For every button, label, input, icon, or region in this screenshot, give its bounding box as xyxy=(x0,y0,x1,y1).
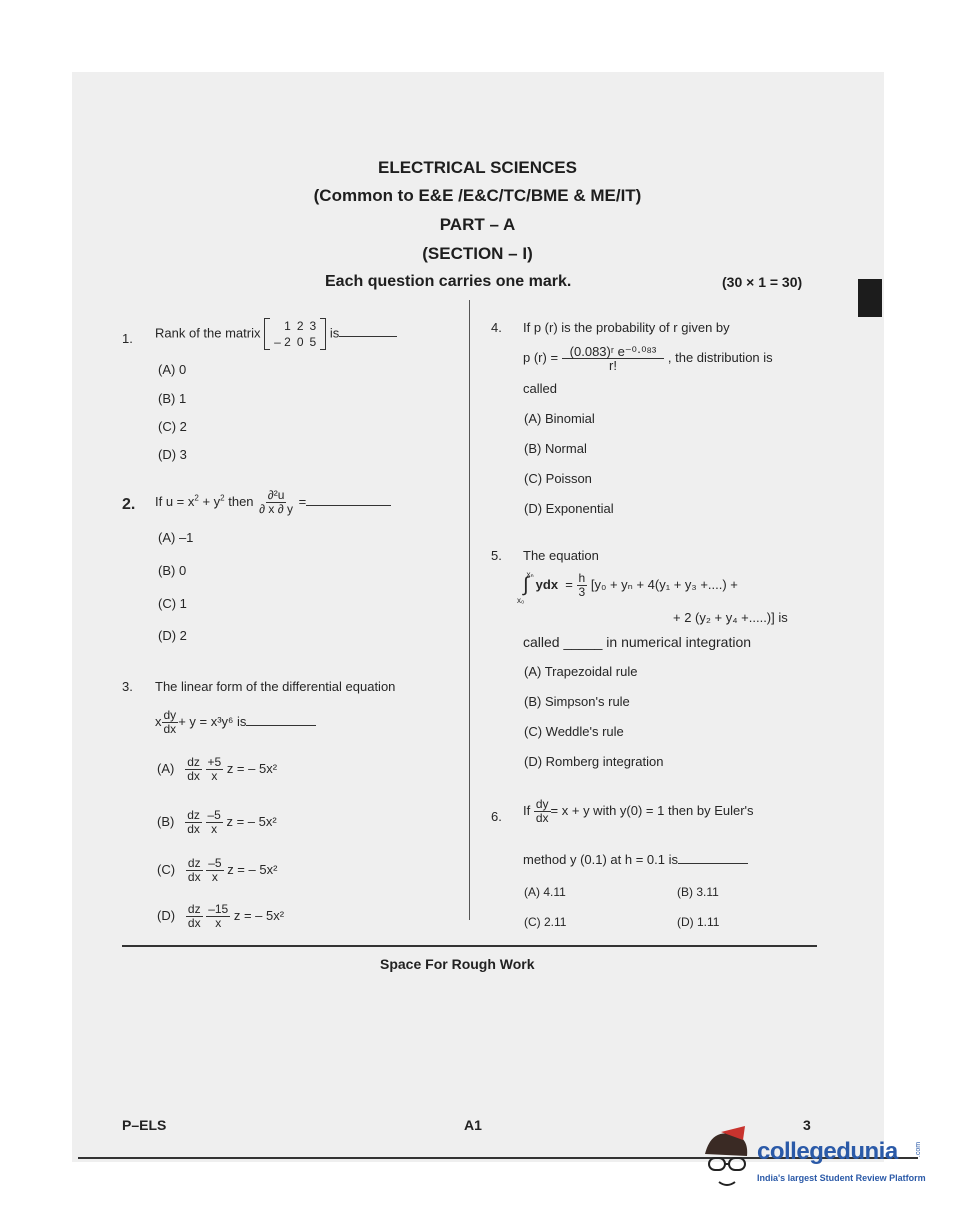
q2-option-d: (D) 2 xyxy=(158,628,187,643)
q4-fraction xyxy=(562,345,665,372)
q4-option-d: (D) Exponential xyxy=(524,501,614,516)
rhs: z = – 5x² xyxy=(226,813,277,829)
q4-numerator: (0.083)ʳ e⁻⁰·⁰⁸³ xyxy=(562,345,665,359)
coef-fraction: $\frac{-15}{x}$ xyxy=(208,902,229,930)
dy-dx-fraction: $\frac{dy}{dx}$ xyxy=(535,797,549,825)
page-number: 3 xyxy=(803,1117,811,1133)
q1-matrix xyxy=(264,318,326,350)
part-label: PART – A xyxy=(439,215,516,234)
option-label: (B) xyxy=(157,813,175,829)
brand-dotcom: .com xyxy=(915,1141,923,1158)
q3-text: The linear form of the differential equation xyxy=(155,679,396,694)
dz-dx-fraction: $\frac{dz}{dx}$ xyxy=(187,902,201,930)
q4-text: If p (r) is the probability of r given by xyxy=(523,320,730,335)
q5-option-c: (C) Weddle's rule xyxy=(524,724,624,739)
brand-tagline: India's largest Student Review Platform xyxy=(757,1173,926,1183)
brand-name: collegedunia xyxy=(757,1138,898,1165)
q3-option-b xyxy=(157,809,277,836)
subject-title: ELECTRICAL SCIENCES xyxy=(378,158,577,177)
coef-value: –5 xyxy=(208,856,222,870)
q2-partial-fraction: $\frac{\text{∂²u}}{\partial x \partial y}$ xyxy=(259,488,294,516)
rough-work-divider xyxy=(122,945,817,947)
column-divider xyxy=(469,300,470,920)
q4-number: 4. xyxy=(491,320,502,335)
answer-blank xyxy=(306,505,391,506)
h-over-3-fraction: $\frac{h}{3}$ xyxy=(578,571,586,599)
q5-option-b: (B) Simpson's rule xyxy=(524,694,630,709)
q5-line1: [y₀ + yₙ + 4(y₁ + y₃ +....) + xyxy=(590,576,738,592)
matrix-cell: 0 xyxy=(296,335,304,349)
rough-work-label: Space For Rough Work xyxy=(380,956,535,972)
matrix-cell: 1 xyxy=(284,319,291,333)
q6-stem xyxy=(523,798,754,825)
integral-icon: ∫ xyxy=(523,574,529,596)
coef-value: –15 xyxy=(208,902,229,916)
q6-option-a: (A) 4.11 xyxy=(524,885,566,899)
q4-tail2: called xyxy=(523,381,557,396)
q6-line2-text: method y (0.1) at h = 0.1 is xyxy=(523,852,678,867)
footer-set: A1 xyxy=(464,1117,482,1133)
rhs: z = – 5x² xyxy=(227,861,278,877)
q2-number: 2. xyxy=(122,496,136,513)
rhs: z = – 5x² xyxy=(226,760,278,776)
matrix-cell: – 2 xyxy=(274,335,291,349)
q2-text: If u = x xyxy=(155,493,195,509)
q4-option-c: (C) Poisson xyxy=(524,471,592,486)
q1-option-c: (C) 2 xyxy=(158,419,187,434)
q4-option-b: (B) Normal xyxy=(524,441,587,456)
q6-if: If xyxy=(523,802,531,818)
q5-integral: ∫$^{x_n}$ydx = $\frac{h}{3}$ [y₀ + yₙ + 4(y₁ + y₃ +....) + x₀ xyxy=(517,569,738,605)
option-label: (A) xyxy=(157,760,175,776)
footer-code: P–ELS xyxy=(122,1117,167,1133)
q6-option-c: (C) 2.11 xyxy=(524,915,567,929)
q3-equation-rest: + y = x³y⁶ is xyxy=(178,713,247,729)
q4-tail: , the distribution is xyxy=(667,349,773,365)
q3-equation: x $\frac{dy}{dx}$ + y = x³y⁶ is xyxy=(155,709,316,736)
q4-lhs: p (r) = xyxy=(523,349,559,365)
option-label: (C) xyxy=(157,861,176,877)
matrix-cell: 3 xyxy=(309,319,317,333)
coef-fraction: $\frac{-5}{x}$ xyxy=(207,808,221,836)
matrix-cell: 2 xyxy=(296,319,304,333)
coef-value: +5 xyxy=(207,755,222,769)
q3-option-d xyxy=(157,903,284,930)
q5-option-a: (A) Trapezoidal rule xyxy=(524,664,638,679)
dz-dx-fraction: $\frac{dz}{dx}$ xyxy=(187,856,201,884)
q4-denominator: r! xyxy=(608,358,617,373)
q2-stem: If $u = x^2 + y^2$ then $\frac{\text{∂²u}}{\partial x \partial y}$ = xyxy=(155,489,391,516)
q6-number: 6. xyxy=(491,809,502,824)
rhs: z = – 5x² xyxy=(233,907,285,923)
q4-formula xyxy=(523,345,773,372)
q3-option-c xyxy=(157,857,277,884)
q1-text: Rank of the matrix xyxy=(155,325,261,341)
q5-line2: + 2 (y₂ + y₄ +.....)] is xyxy=(673,610,788,625)
q6-option-b: (B) 3.11 xyxy=(677,885,719,899)
q5-number: 5. xyxy=(491,548,502,563)
q5-option-d: (D) Romberg integration xyxy=(524,754,664,769)
q6-line2 xyxy=(523,852,748,867)
q6-text-rest: = x + y with y(0) = 1 then by Euler's xyxy=(550,802,754,818)
instruction-text: Each question carries one mark. xyxy=(325,273,572,290)
coef-value: –5 xyxy=(207,808,221,822)
q2-option-c: (C) 1 xyxy=(158,596,187,611)
matrix-cell: 5 xyxy=(309,335,317,349)
q1-text-after: is xyxy=(329,325,340,341)
q2-option-a: (A) –1 xyxy=(158,530,194,545)
q1-option-b: (B) 1 xyxy=(158,391,187,406)
q2-option-b: (B) 0 xyxy=(158,563,187,578)
q6-option-d: (D) 1.11 xyxy=(677,915,720,929)
q3-number: 3. xyxy=(122,679,133,694)
q5-line3: called _____ in numerical integration xyxy=(523,634,752,650)
answer-blank xyxy=(339,336,397,337)
dz-dx-fraction: $\frac{dz}{dx}$ xyxy=(187,808,200,836)
coef-fraction: $\frac{-5}{x}$ xyxy=(208,856,222,884)
q1-option-a: (A) 0 xyxy=(158,362,187,377)
common-to-line: (Common to E&E /E&C/TC/BME & ME/IT) xyxy=(313,186,642,205)
q4-option-a: (A) Binomial xyxy=(524,411,595,426)
dy-dx-fraction: $\frac{dy}{dx}$ xyxy=(163,708,177,736)
marks-total: (30 × 1 = 30) xyxy=(722,274,803,290)
q5-text: The equation xyxy=(523,548,599,563)
answer-blank xyxy=(246,725,316,726)
mascot-logo-icon xyxy=(697,1124,757,1194)
coef-fraction: $\frac{+5}{x}$ xyxy=(207,755,222,783)
q1-stem xyxy=(155,318,397,350)
q1-number: 1. xyxy=(122,331,133,346)
q1-option-d: (D) 3 xyxy=(158,447,187,462)
dz-dx-fraction: $\frac{dz}{dx}$ xyxy=(187,755,200,783)
answer-blank xyxy=(678,863,748,864)
edge-registration-mark xyxy=(858,279,882,317)
q3-option-a xyxy=(157,756,277,783)
section-label: (SECTION – I) xyxy=(422,244,533,263)
option-label: (D) xyxy=(157,907,176,923)
